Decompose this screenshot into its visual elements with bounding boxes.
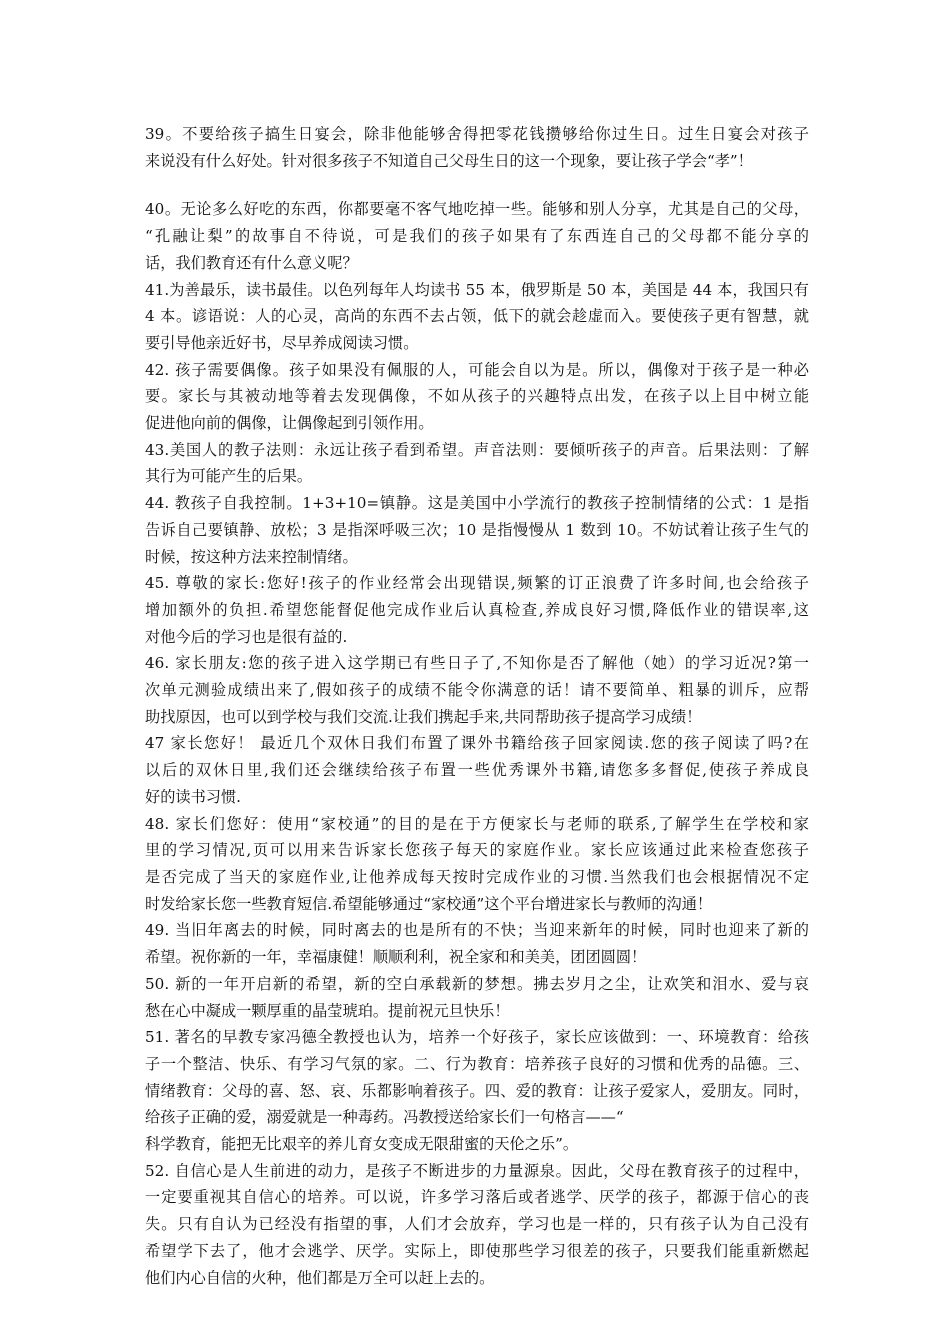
paragraph-48 bbox=[145, 811, 809, 918]
text-line: 促进他向前的偶像，让偶像起到引领作用。 bbox=[145, 414, 434, 433]
text-line: 42. 孩子需要偶像。孩子如果没有佩服的人，可能会自以为是。所以，偶像对于孩子是一种必 bbox=[145, 360, 809, 379]
text-line: 助找原因，也可以到学校与我们交流.让我们携起手来,共同帮助孩子提高学习成绩！ bbox=[145, 707, 702, 726]
text-line: 对他今后的学习也是很有益的. bbox=[145, 627, 348, 646]
text-line: 要。家长与其被动地等着去发现偶像，不如从孩子的兴趣特点出发，在孩子以上目中树立能 bbox=[145, 387, 809, 406]
paragraph-51 bbox=[145, 1024, 809, 1158]
text-line: 45. 尊敬的家长:您好!孩子的作业经常会出现错误,频繁的订正浪费了许多时间,也会给孩子 bbox=[145, 574, 809, 593]
text-line: 41.为善最乐，读书最佳。以色列每年人均读书 55 本，俄罗斯是 50 本，美国是 44 本，我国只有 bbox=[145, 280, 809, 299]
text-line: 愁在心中凝成一颗厚重的晶莹琥珀。提前祝元旦快乐！ bbox=[145, 1001, 510, 1020]
document-body bbox=[145, 121, 809, 1291]
text-line: 失。只有自认为已经没有指望的事，人们才会放弃，学习也是一样的，只有孩子认为自己没有 bbox=[145, 1215, 809, 1234]
text-line: 49. 当旧年离去的时候，同时离去的也是所有的不快；当迎来新年的时候，同时也迎来了新的 bbox=[145, 921, 809, 940]
text-line: 以后的双休日里,我们还会继续给孩子布置一些优秀课外书籍,请您多多督促,使孩子养成良 bbox=[145, 761, 809, 780]
text-line: 4 本。谚语说：人的心灵，高尚的东西不去占领，低下的就会趁虚而入。要使孩子更有智慧，就 bbox=[145, 307, 809, 326]
text-line: 其行为可能产生的后果。 bbox=[145, 467, 313, 486]
text-line: 52. 自信心是人生前进的动力，是孩子不断进步的力量源泉。因此，父母在教育孩子的过程中， bbox=[145, 1161, 809, 1180]
text-line: “孔融让梨”的故事自不待说，可是我们的孩子如果有了东西连自己的父母都不能分享的 bbox=[145, 227, 809, 246]
text-line: 来说没有什么好处。针对很多孩子不知道自己父母生日的这一个现象，要让孩子学会“孝”！ bbox=[145, 151, 753, 170]
text-line: 时候，按这种方法来控制情绪。 bbox=[145, 547, 358, 566]
text-line: 里的学习情况,页可以用来告诉家长您孩子每天的家庭作业。家长应该通过此来检查您孩子 bbox=[145, 841, 809, 860]
paragraph-39 bbox=[145, 121, 809, 174]
text-line: 告诉自己要镇静、放松；3 是指深呼吸三次；10 是指慢慢从 1 数到 10。不妨试着让孩子生气的 bbox=[145, 520, 809, 539]
text-line: 46. 家长朋友:您的孩子进入这学期已有些日子了,不知你是否了解他（她）的学习近况?第一 bbox=[145, 654, 809, 673]
text-line: 给孩子正确的爱，溺爱就是一种毒药。冯教授送给家长们一句格言——“ bbox=[145, 1108, 624, 1127]
text-line: 希望。祝你新的一年，幸福康健！顺顺利利，祝全家和和美美，团团圆圆！ bbox=[145, 948, 647, 967]
text-line: 要引导他亲近好书，尽早养成阅读习惯。 bbox=[145, 333, 419, 352]
text-line: 44. 教孩子自我控制。1+3+10=镇静。这是美国中小学流行的教孩子控制情绪的公式：1 是指 bbox=[145, 494, 809, 513]
text-line: 51. 著名的早教专家冯德全教授也认为，培养一个好孩子，家长应该做到：一、环境教育：给孩 bbox=[145, 1028, 809, 1047]
text-line: 50. 新的一年开启新的希望，新的空白承载新的梦想。拂去岁月之尘，让欢笑和泪水、爱与哀 bbox=[145, 974, 809, 993]
text-line: 48. 家长们您好：使用“家校通”的目的是在于方便家长与老师的联系,了解学生在学校和家 bbox=[145, 814, 809, 833]
text-line: 39。不要给孩子搞生日宴会，除非他能够舍得把零花钱攒够给你过生日。过生日宴会对孩子 bbox=[145, 125, 809, 143]
text-line: 好的读书习惯. bbox=[145, 787, 241, 806]
paragraph-52 bbox=[145, 1158, 809, 1292]
text-line: 子一个整洁、快乐、有学习气氛的家。二、行为教育：培养孩子良好的习惯和优秀的品德。三、 bbox=[145, 1054, 809, 1073]
paragraph-40 bbox=[145, 196, 809, 276]
text-line: 科学教育，能把无比艰辛的养儿育女变成无限甜蜜的天伦之乐”。 bbox=[145, 1135, 579, 1154]
paragraph-42 bbox=[145, 357, 809, 437]
text-line: 一定要重视其自信心的培养。可以说，许多学习落后或者逃学、厌学的孩子，都源于信心的丧 bbox=[145, 1188, 809, 1207]
text-line: 增加额外的负担.希望您能督促他完成作业后认真检查,养成良好习惯,降低作业的错误率,这 bbox=[145, 600, 809, 619]
paragraph-47 bbox=[145, 730, 809, 810]
paragraph-45 bbox=[145, 570, 809, 650]
text-line: 是否完成了当天的家庭作业,让他养成每天按时完成作业的习惯.当然我们也会根据情况不定 bbox=[145, 867, 809, 886]
text-line: 43.美国人的教子法则：永远让孩子看到希望。声音法则：要倾听孩子的声音。后果法则：了解 bbox=[145, 440, 809, 459]
text-line: 47 家长您好！ 最近几个双休日我们布置了课外书籍给孩子回家阅读.您的孩子阅读了吗?在 bbox=[145, 734, 809, 753]
paragraph-43 bbox=[145, 437, 809, 490]
text-line: 情绪教育：父母的喜、怒、哀、乐都影响着孩子。四、爱的教育：让孩子爱家人，爱朋友。同时， bbox=[145, 1081, 809, 1100]
text-line: 话，我们教育还有什么意义呢？ bbox=[145, 253, 358, 272]
paragraph-50 bbox=[145, 971, 809, 1024]
text-line: 希望学下去了，他才会逃学、厌学。实际上，即使那些学习很差的孩子，只要我们能重新燃起 bbox=[145, 1241, 809, 1260]
text-line: 他们内心自信的火种，他们都是万全可以赶上去的。 bbox=[145, 1268, 495, 1287]
paragraph-44 bbox=[145, 490, 809, 570]
paragraph-46 bbox=[145, 650, 809, 730]
paragraph-41 bbox=[145, 277, 809, 357]
text-line: 40。无论多么好吃的东西，你都要毫不客气地吃掉一些。能够和别人分享，尤其是自己的父母， bbox=[145, 200, 809, 219]
text-line: 次单元测验成绩出来了,假如孩子的成绩不能令你满意的话！请不要简单、粗暴的训斥，应帮 bbox=[145, 681, 809, 700]
text-line: 时发给家长您一些教育短信.希望能够通过“家校通”这个平台增进家长与教师的沟通！ bbox=[145, 894, 713, 913]
paragraph-49 bbox=[145, 917, 809, 970]
